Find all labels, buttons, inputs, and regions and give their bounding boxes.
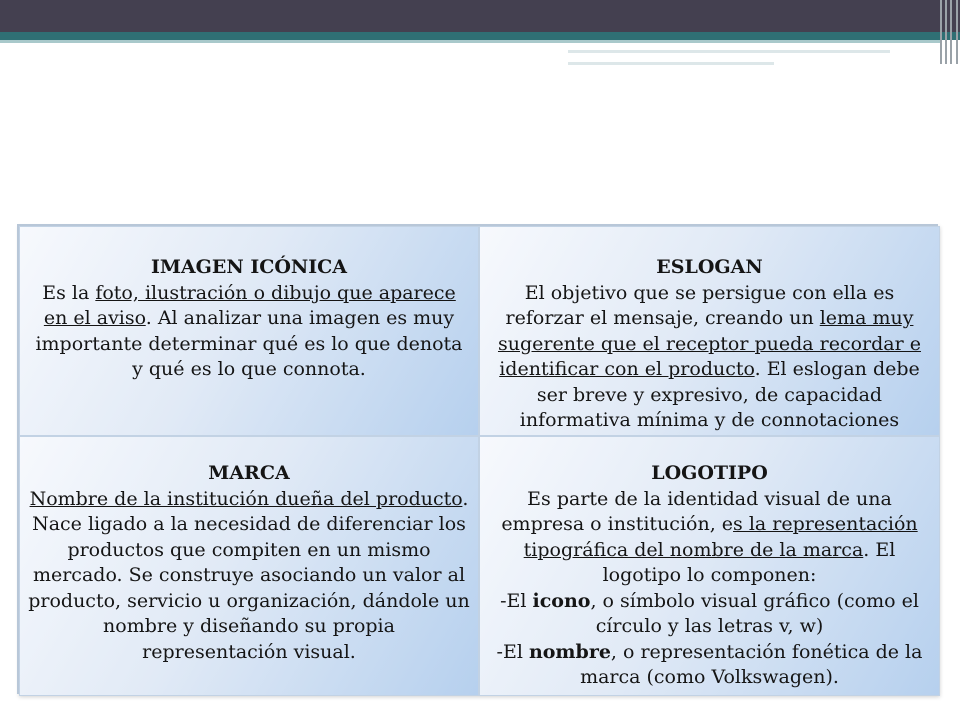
cell-text: , o representación fonética de la marca (como Volkswagen). <box>580 640 923 688</box>
cell-logotipo <box>479 436 940 696</box>
cell-text: -El <box>500 589 533 612</box>
cell-title: LOGOTIPO <box>651 462 768 484</box>
header-bar <box>0 0 960 32</box>
cell-text: -El <box>496 640 529 663</box>
cell-text: . El logotipo lo componen: <box>602 538 896 586</box>
definitions-table <box>17 224 938 694</box>
decorative-line <box>568 50 890 53</box>
cell-bold-text: nombre <box>528 640 611 663</box>
cell-marca <box>19 436 479 696</box>
header-accent-line <box>0 40 940 43</box>
cell-text: , o símbolo visual gráfico (como el círculo y las letras v, w) <box>590 589 919 637</box>
cell-underlined-text: Nombre de la institución dueña del producto <box>29 487 463 510</box>
corner-decoration <box>938 0 960 64</box>
cell-title: MARCA <box>208 462 290 484</box>
cell-title: IMAGEN ICÓNICA <box>150 256 348 278</box>
cell-imagen-iconica <box>19 226 479 436</box>
header-accent-bar <box>0 32 960 40</box>
cell-underlined-text: foto, ilustración o dibujo que aparece en el aviso <box>43 281 456 329</box>
cell-bold-text: icono <box>532 589 591 612</box>
decorative-line <box>568 62 774 65</box>
cell-underlined-text: s la representación tipográfica del nombre de la marca <box>523 513 918 561</box>
cell-text: El objetivo que se persigue con ella es reforzar el mensaje, creando un <box>505 281 895 329</box>
cell-title: ESLOGAN <box>656 256 763 278</box>
cell-text: . El eslogan debe ser breve y expresivo, de capacidad informativa mínima y de connotaciones <box>519 358 920 431</box>
cell-text: Es la <box>42 281 96 304</box>
cell-text: . Al analizar una imagen es muy importante determinar qué es lo que denota y qué es lo que connota. <box>35 307 463 380</box>
cell-text: . Nace ligado a la necesidad de diferenciar los productos que compiten en un mismo mercado. Se construye asociando un valor al producto, servicio u organización, dándole un nombre y diseñando su propia representación visual. <box>28 487 470 663</box>
cell-eslogan <box>479 226 940 436</box>
cell-underlined-text: lema muy sugerente que el receptor pueda recordar e identificar con el producto <box>497 307 921 380</box>
cell-text: Es parte de la identidad visual de una empresa o institución, e <box>501 487 892 535</box>
